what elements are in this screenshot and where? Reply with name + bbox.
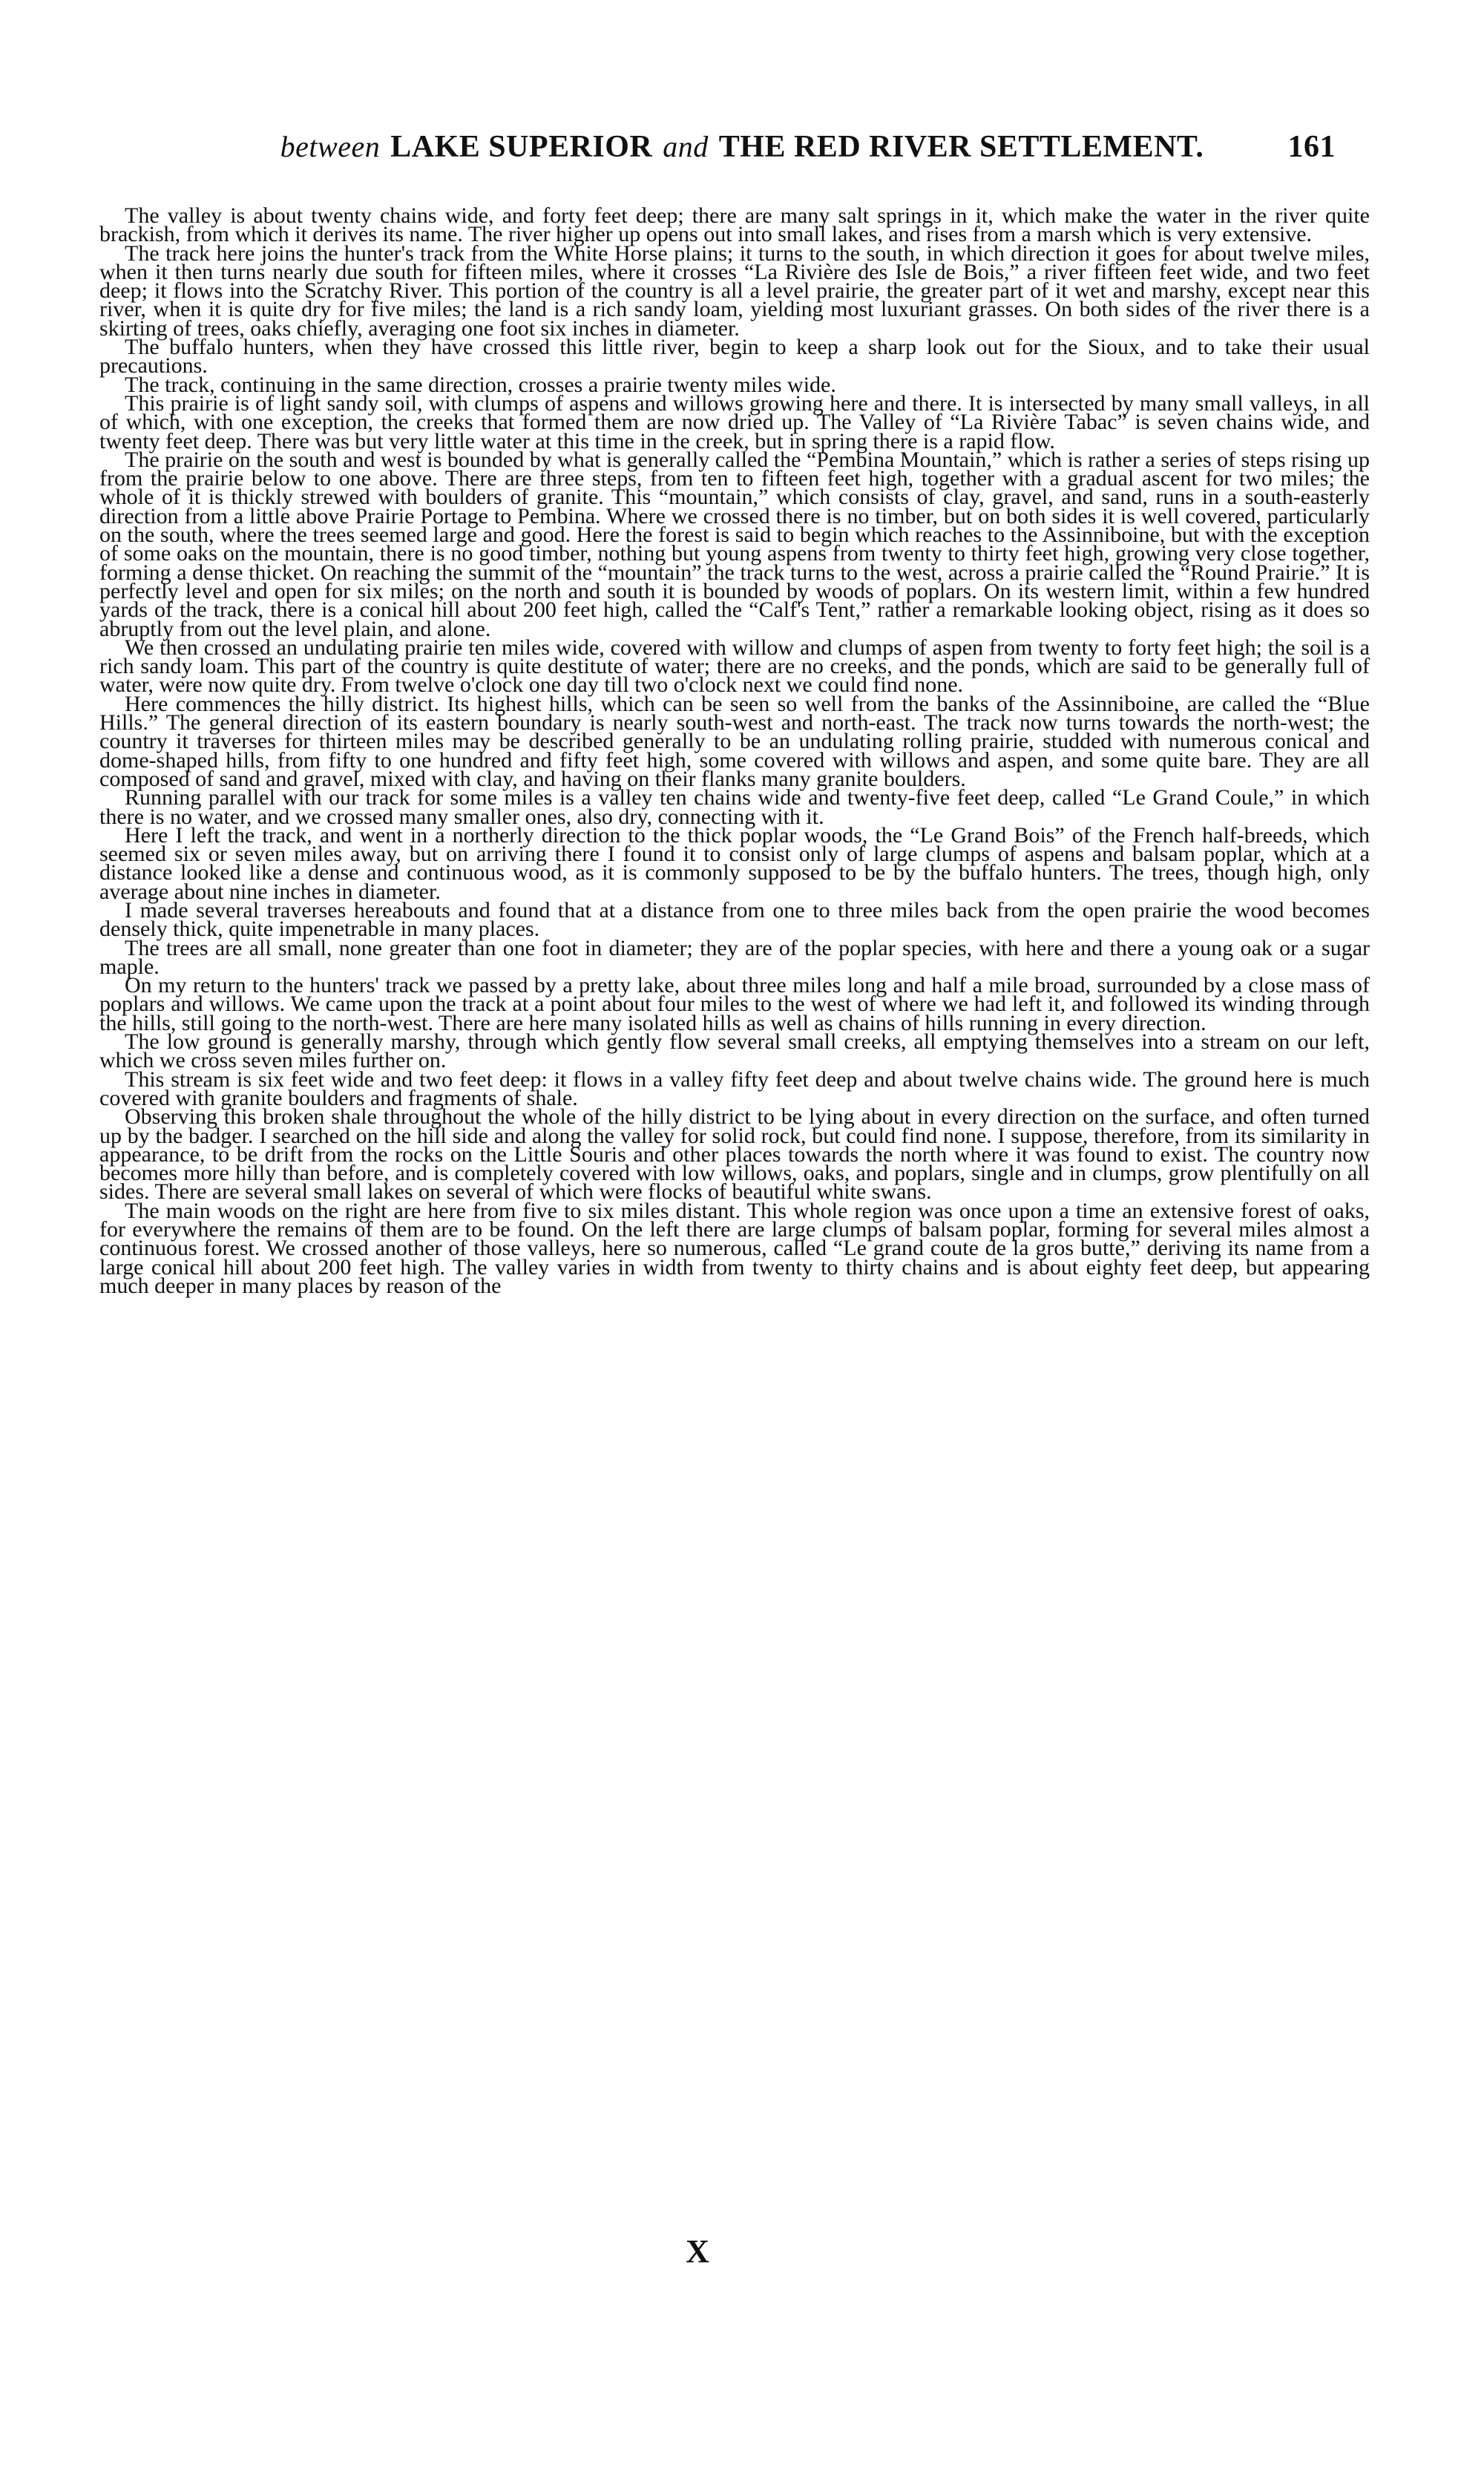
paragraph: The main woods on the right are here from five to six miles distant. This whole region was once upon a time an extensive forest of oaks, for everywhere the remains of them are to be found. On the left there are large clumps of balsam poplar, forming for several miles almost a continuous forest. We crossed another of those valleys, here so numerous, called “Le grand coute de la gros butte,” deriving its name from a large conical hill about 200 feet high. The valley varies in width from twenty to thirty chains and is about eighty feet deep, but appearing much deeper in many places by reason of the: [99, 1198, 1370, 1298]
paragraph: We then crossed an undulating prairie ten miles wide, covered with willow and clumps of aspen from twenty to forty feet high; the soil is a rich sandy loam. This part of the country is quite destitute of water; there are no creeks, and the ponds, which are said to be generally full of water, were now quite dry. From twelve o'clock one day till two o'clock next we could find none.: [99, 635, 1370, 698]
body-text: [99, 203, 1370, 1298]
paragraph: I made several traverses hereabouts and found that at a distance from one to three miles back from the open prairie the wood becomes densely thick, quite impenetrable in many places.: [99, 897, 1370, 942]
header-between: between: [280, 130, 381, 163]
paragraph: Running parallel with our track for some miles is a valley ten chains wide and twenty-five feet deep, called “Le Grand Coule,” in which there is no water, and we crossed many smaller ones, also dry, connecting with it.: [99, 785, 1370, 829]
paragraph: Observing this broken shale throughout the whole of the hilly district to be lying about in every direction on the surface, and often turned up by the badger. I searched on the hill side and along the valley for solid rock, but could find none. I suppose, therefore, from its similarity in appearance, to be drift from the rocks on the Little Souris and other places towards the north where it was found to exist. The country now becomes more hilly than before, and is completely covered with low willows, oaks, and poplars, single and in clumps, grow plentifully on all sides. There are several small lakes on several of which were flocks of beautiful white swans.: [99, 1104, 1370, 1205]
paragraph: Here commences the hilly district. Its highest hills, which can be seen so well from the banks of the Assinniboine, are called the “Blue Hills.” The general direction of its eastern boundary is nearly south-west and north-east. The track now turns towards the north-west; the country it traverses for thirteen miles may be described generally to be an undulating rolling prairie, studded with numerous conical and dome-shaped hills, from fifty to one hundred and fifty feet high, some covered with willows and aspen, and some quite bare. They are all composed of sand and gravel, mixed with clay, and having on their flanks many granite boulders.: [99, 691, 1370, 791]
page-number: 161: [1287, 130, 1336, 164]
header-right-title: THE RED RIVER SETTLEMENT.: [718, 130, 1204, 164]
header-left-title: LAKE SUPERIOR: [390, 130, 653, 164]
paragraph: Here I left the track, and went in a northerly direction to the thick poplar woods, the “Le Grand Bois” of the French half-breeds, which seemed six or seven miles away, but on arriving there I found it to consist only of large clumps of aspens and balsam poplar, which at a distance looked like a dense and continuous wood, as it is commonly supposed to be by the buffalo hunters. The trees, though high, only average about nine inches in diameter.: [99, 822, 1370, 904]
paragraph: The low ground is generally marshy, through which gently flow several small creeks, all emptying themselves into a stream on our left, which we cross seven miles further on.: [99, 1029, 1370, 1073]
running-header: [175, 129, 1336, 174]
paragraph: The trees are all small, none greater than one foot in diameter; they are of the poplar species, with here and there a young oak or a sugar maple.: [99, 935, 1370, 979]
paragraph: The track, continuing in the same direction, crosses a prairie twenty miles wide.: [125, 372, 836, 397]
paragraph: The track here joins the hunter's track from the White Horse plains; it turns to the south, in which direction it goes for about twelve miles, when it then turns nearly due south for fifteen miles, where it crosses “La Rivière des Isle de Bois,” a river fifteen feet wide, and two feet deep; it flows into the Scratchy River. This portion of the country is all a level prairie, the greater part of it wet and marshy, except near this river, when it is quite dry for five miles; the land is a rich sandy loam, yielding most luxuriant grasses. On both sides of the river there is a skirting of trees, oaks chiefly, averaging one foot six inches in diameter.: [99, 240, 1370, 341]
paragraph: This stream is six feet wide and two feet deep: it flows in a valley fifty feet deep and about twelve chains wide. The ground here is much covered with granite boulders and fragments of shale.: [99, 1067, 1370, 1110]
signature-mark: X: [686, 2233, 709, 2270]
paragraph: The buffalo hunters, when they have crossed this little river, begin to keep a sharp look out for the Sioux, and to take their usual precautions.: [99, 335, 1370, 379]
paragraph: This prairie is of light sandy soil, with clumps of aspens and willows growing here and there. It is intersected by many small valleys, in all of which, with one exception, the creeks that formed them are now dried up. The Valley of “La Rivière Tabac” is seven chains wide, and twenty feet deep. There was but very little water at this time in the creek, but in spring there is a rapid flow.: [99, 390, 1370, 453]
header-and: and: [663, 130, 709, 163]
paragraph: The valley is about twenty chains wide, and forty feet deep; there are many salt springs in it, which make the water in the river quite brackish, from which it derives its name. The river higher up opens out into small lakes, and rises from a marsh which is very extensive.: [99, 203, 1370, 247]
paragraph: The prairie on the south and west is bounded by what is generally called the “Pembina Mountain,” which is rather a series of steps rising up from the prairie below to one above. There are three steps, from ten to fifteen feet high, together with a gradual ascent for two miles; the whole of it is thickly strewed with boulders of granite. This “mountain,” which consists of clay, gravel, and sand, runs in a south-easterly direction from a little above Prairie Portage to Pembina. Where we crossed there is no timber, but on both sides it is well covered, particularly on the south, where the trees seemed large and good. Here the forest is said to begin which reaches to the Assinniboine, but with the exception of some oaks on the mountain, there is no good timber, nothing but young aspens from twenty to thirty feet high, growing very close together, forming a dense thicket. On reaching the summit of the “mountain” the track turns to the west, across a prairie called the “Round Prairie.” It is perfectly level and open for six miles; on the north and south it is bounded by woods of poplars. On its western limit, within a few hundred yards of the track, there is a conical hill about 200 feet high, called the “Calf's Tent,” rather a remarkable looking object, rising as it does so abruptly from out the level plain, and alone.: [99, 447, 1370, 641]
paragraph: On my return to the hunters' track we passed by a pretty lake, about three miles long and half a mile broad, surrounded by a close mass of poplars and willows. We came upon the track at a point about four miles to the west of where we had left it, and followed its winding through the hills, still going to the north-west. There are here many isolated hills as well as chains of hills running in every direction.: [99, 973, 1370, 1035]
